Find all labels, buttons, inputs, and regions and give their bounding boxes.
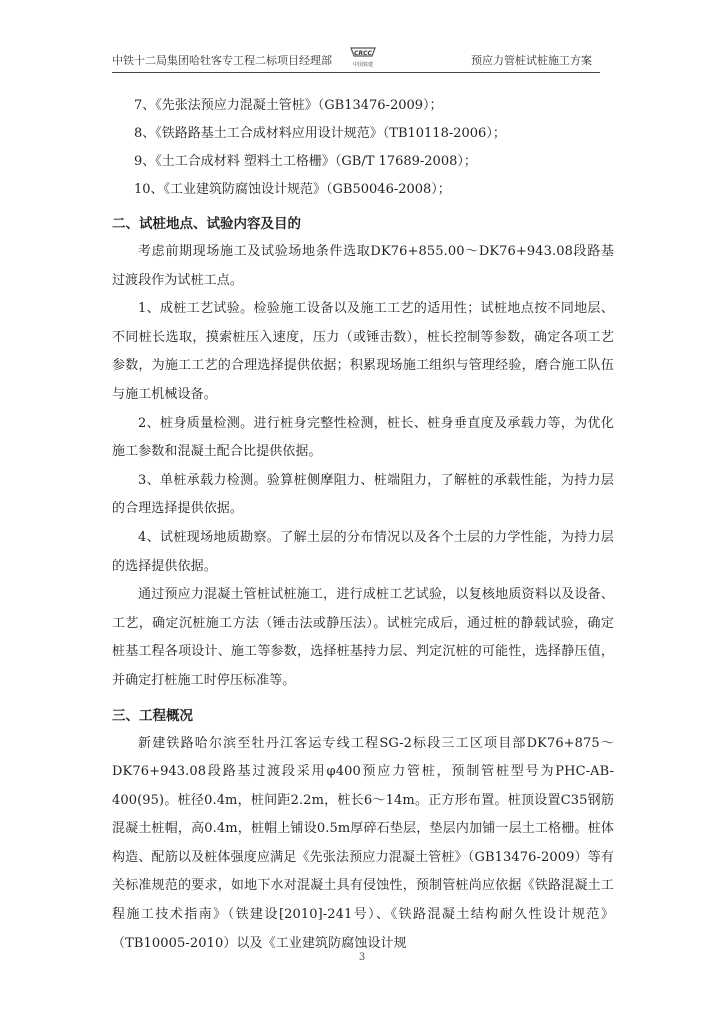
- reference-item: 10、《工业建筑防腐蚀设计规范》（GB50046-2008）；: [134, 182, 451, 197]
- logo-caption: 中国铁建: [352, 62, 374, 68]
- paragraph: 新建铁路哈尔滨至牡丹江客运专线工程SG-2标段三工区项目部DK76+875～DK76+943.08段路基过渡段采用φ400预应力管桩，预制管桩型号为PHC-AB-400(95)。桩径0.4m，桩间距2.2m，桩长6～14m。正方形布置。桩顶设置C35钢筋混凝土桩帽，高0.4m，桩帽上铺设0.5m厚碎石垫层，垫层内加铺一层土工格栅。桩体构造、配筋以及桩体强度应满足《先张法预应力混凝土管桩》（GB13476-2009）等有关标准规范的要求，如地下水对混凝土具有侵蚀性，预制管桩尚应依据《铁路混凝土工程施工技术指南》（铁建设[2010]-241号）、《铁路混凝土结构耐久性设计规范》（TB10005-2010）以及《工业建筑防腐蚀设计规: [112, 735, 614, 951]
- header-rule: [112, 72, 600, 73]
- section-heading-project-overview: 三、工程概况: [112, 707, 193, 724]
- crcc-logo-icon: [348, 44, 378, 72]
- reference-item: 8、《铁路路基土工合成材料应用设计规范》（TB10118-2006）；: [134, 126, 506, 141]
- paragraph: 2、桩身质量检测。进行桩身完整性检测，桩长、桩身垂直度及承载力等，为优化施工参数和混凝土配合比提供依据。: [112, 415, 614, 460]
- document-body: [112, 92, 614, 958]
- paragraph: 4、试桩现场地质勘察。了解土层的分布情况以及各个土层的力学性能，为持力层的选择提供依据。: [112, 529, 614, 574]
- paragraph: 通过预应力混凝土管桩试桩施工，进行成桩工艺试验，以复核地质资料以及设备、工艺，确定沉桩施工方法（锤击法或静压法）。试桩完成后，通过桩的静载试验，确定桩基工程各项设计、施工等参数，选择桩基持力层、判定沉桩的可能性，选择静压值，并确定打桩施工时停压标准等。: [112, 587, 614, 688]
- header-document-title: 预应力管桩试桩施工方案: [471, 54, 592, 67]
- logo-mark-text: CRCC: [354, 50, 372, 57]
- paragraph: 1、成桩工艺试验。检验施工设备以及施工工艺的适用性；试桩地点按不同地层、不同桩长选取，摸索桩压入速度，压力（或锤击数），桩长控制等参数，确定各项工艺参数，为施工工艺的合理选择提供依据；积累现场施工组织与管理经验，磨合施工队伍与施工机械设备。: [112, 301, 614, 402]
- paragraph: 考虑前期现场施工及试验场地条件选取DK76+855.00～DK76+943.08段路基过渡段作为试桩工点。: [112, 244, 614, 288]
- page-header: [112, 44, 612, 74]
- reference-item: 7、《先张法预应力混凝土管桩》（GB13476-2009）；: [134, 98, 443, 113]
- paragraph: 3、单桩承载力检测。验算桩侧摩阻力、桩端阻力，了解桩的承载性能，为持力层的合理选择提供依据。: [112, 472, 614, 517]
- section-heading-test-site: 二、试桩地点、试验内容及目的: [112, 216, 301, 232]
- reference-item: 9、《土工合成材料 塑料土工格栅》（GB/T 17689-2008）；: [134, 154, 477, 169]
- page-number: 3: [358, 952, 366, 963]
- header-organization: 中铁十二局集团哈牡客专工程二标项目经理部: [112, 54, 332, 67]
